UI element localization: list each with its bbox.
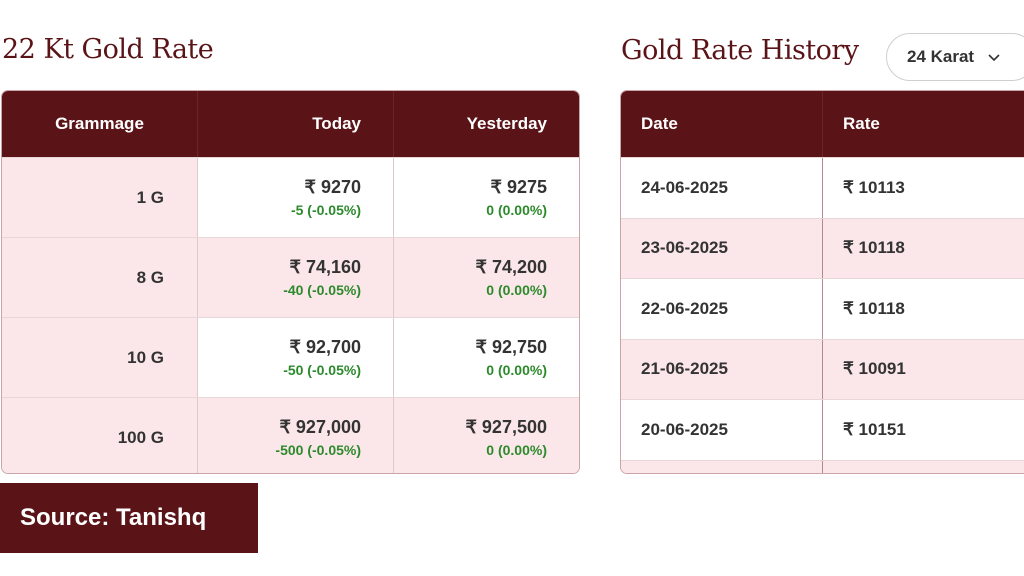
source-label: Source: Tanishq [0,483,258,553]
karat-dropdown[interactable] [886,33,1024,81]
grammage-cell: 10 G [2,318,198,397]
history-date: 23-06-2025 [621,219,823,279]
header-grammage: Grammage [2,91,198,157]
gold-rate-table [1,90,580,474]
table-row [2,157,579,237]
history-row [621,278,1024,339]
today-cell [198,398,394,474]
history-rate: ₹ 10118 [843,298,905,318]
yesterday-price: ₹ 927,500 [465,416,547,437]
karat-dropdown-value: 24 Karat [907,47,975,66]
today-change: -5 (-0.05%) [290,201,361,218]
today-change: -50 (-0.05%) [283,361,361,378]
yesterday-cell [394,238,579,317]
today-change: -40 (-0.05%) [283,281,361,298]
yesterday-change: 0 (0.00%) [486,441,547,458]
table-row [2,317,579,397]
today-cell [198,318,394,397]
history-row [621,339,1024,400]
table-row [2,237,579,317]
header-today: Today [198,91,394,157]
history-rate: ₹ 10151 [843,419,906,439]
today-price: ₹ 92,700 [289,336,361,357]
yesterday-price: ₹ 74,200 [475,256,547,277]
history-row [621,218,1024,279]
history-date [621,461,823,475]
gold-rate-title: 22 Kt Gold Rate [2,34,214,65]
history-row [621,399,1024,460]
history-date: 21-06-2025 [621,340,823,400]
history-row [621,460,1024,475]
grammage-cell: 1 G [2,158,198,237]
today-price: ₹ 74,160 [289,256,361,277]
history-date: 24-06-2025 [621,158,823,218]
history-date: 22-06-2025 [621,279,823,339]
table-header [2,91,579,157]
history-date: 20-06-2025 [621,400,823,460]
history-rate: ₹ 10113 [843,177,905,197]
header-yesterday: Yesterday [466,114,547,133]
today-price: ₹ 9270 [304,176,361,197]
today-cell [198,238,394,317]
header-rate: Rate [843,114,880,133]
grammage-cell: 8 G [2,238,198,317]
history-table-header [621,91,1024,157]
today-price: ₹ 927,000 [279,416,361,437]
yesterday-price: ₹ 92,750 [475,336,547,357]
gold-rate-history-title: Gold Rate History [621,35,859,66]
header-date: Date [621,91,823,157]
yesterday-price: ₹ 9275 [490,176,547,197]
history-rate: ₹ 10091 [843,359,906,379]
history-rate: ₹ 10118 [843,238,905,258]
gold-rate-history-table [620,90,1024,474]
grammage-cell: 100 G [2,398,198,474]
yesterday-cell [394,398,579,474]
yesterday-change: 0 (0.00%) [486,201,547,218]
today-change: -500 (-0.05%) [275,441,361,458]
table-row [2,397,579,474]
chevron-down-icon [986,49,1002,65]
yesterday-cell [394,318,579,397]
yesterday-change: 0 (0.00%) [486,361,547,378]
yesterday-change: 0 (0.00%) [486,281,547,298]
history-rate [823,461,1024,475]
today-cell [198,158,394,237]
yesterday-cell [394,158,579,237]
history-row [621,157,1024,218]
